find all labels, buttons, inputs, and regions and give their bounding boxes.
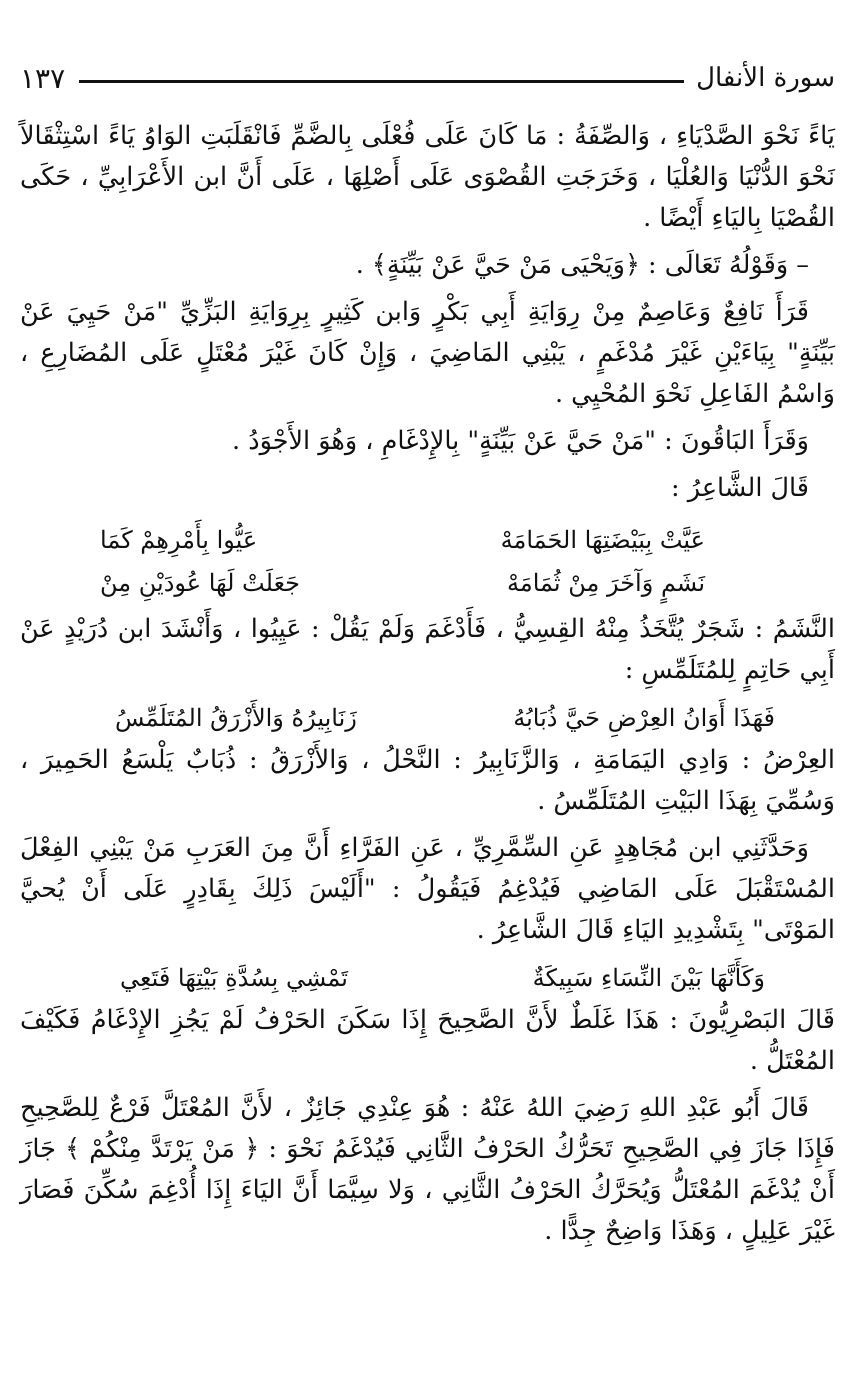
verse-second-hemistich: زَنَابِيرُهُ وَالأَزْرَقُ المُتَلَمِّسُ <box>115 704 357 732</box>
paragraph: قَالَ الشَّاعِرُ : <box>671 473 809 503</box>
paragraph: النَّشَمُ : شَجَرٌ يُتَّخَذُ مِنْهُ القِسِيُّ ، فَأَدْغَمَ وَلَمْ يَقُلْ : عَيِيُوا ، وَأَنْشَدَ ابن دُرَيْدٍ عَنْ أَبِي حَاتِمٍ لِلمُتَلَمِّسِ : <box>20 614 835 685</box>
paragraph: وَقَرَأَ البَاقُونَ : "مَنْ حَيَّ عَنْ بَيِّنَةٍ" بِالإِدْغَامِ ، وَهُوَ الأَجْوَدُ . <box>232 426 809 456</box>
verse-first-hemistich: فَهَذَا أَوَانُ العِرْضِ حَيَّ ذُبَابُهُ <box>513 704 775 732</box>
verse-second-hemistich: جَعَلَتْ لَهَا عُودَيْنِ مِنْ <box>100 569 300 597</box>
poem-verse <box>20 519 835 562</box>
poem-verse <box>20 562 835 605</box>
paragraph: يَاءً نَحْوَ الصَّدْيَاءِ ، وَالصِّفَةُ : مَا كَانَ عَلَى فُعْلَى بِالضَّمِّ فَانْقَلَبَتِ الوَاوُ يَاءً اسْتِثْقَالاً نَحْوَ الدُّنْيَا وَالعُلْيَا ، وَخَرَجَتِ القُصْوَى عَلَى أَصْلِهَا ، عَلَى أَنَّ ابن الأَعْرَابِيِّ ، حَكَى القُصْيَا بِاليَاءِ أَيْضًا . <box>20 121 835 233</box>
verse-first-hemistich: عَيَّتْ بِبَيْضَتِهَا الحَمَامَهْ <box>500 526 705 554</box>
paragraph: قَالَ أَبُو عَبْدِ اللهِ رَضِيَ اللهُ عَنْهُ : هُوَ عِنْدِي جَائِزٌ ، لأَنَّ المُعْتَلَّ فَرْعٌ لِلصَّحِيحِ فَإِذَا جَازَ فِي الصَّحِيحِ تَحَرُّكُ الحَرْفُ الثَّانِي فَيُدْغَمُ نَحْوَ : ﴿ مَنْ يَرْتَدَّ مِنْكُمْ ﴾ جَازَ أَنْ يُدْغَمَ المُعْتَلُّ وَيُحَرَّكُ الحَرْفُ الثَّانِي ، وَلا سِيَّمَا أَنَّ اليَاءَ إِذَا أُدْغِمَ سُكِّنَ فَصَارَ غَيْرَ عَلِيلٍ ، وَهَذَا وَاضِحٌ جِدًّا . <box>20 1093 835 1246</box>
page-body <box>20 116 835 1258</box>
paragraph: قَالَ البَصْرِيُّونَ : هَذَا غَلَطٌ لأَنَّ الصَّحِيحَ إِذَا سَكَنَ الحَرْفُ لَمْ يَجُزِ الإِدْغَامُ فَكَيْفَ المُعْتَلُّ . <box>20 1005 835 1076</box>
verse-second-hemistich: تَمْشِي بِسُدَّةِ بَيْتِهَا فَتَعِي <box>120 964 348 992</box>
page-number: ١٣٧ <box>20 61 66 95</box>
poem-verse <box>20 697 835 740</box>
book-page <box>20 0 835 1374</box>
page-header <box>20 58 835 98</box>
verse-first-hemistich: وَكَأَنَّهَا بَيْنَ النِّسَاءِ سَبِيكَةٌ <box>532 964 765 992</box>
paragraph: العِرْضُ : وَادِي اليَمَامَةِ ، وَالزَّنَابِيرُ : النَّحْلُ ، وَالأَزْرَقُ : ذُبَابٌ يَلْسَعُ الحَمِيرَ ، وَسُمِّيَ بِهَذَا البَيْتِ المُتَلَمِّسُ . <box>20 745 835 816</box>
quran-verse-line: – وَقَوْلُهُ تَعَالَى : ﴿وَيَحْيَى مَنْ حَيَّ عَنْ بَيِّنَةٍ﴾ . <box>355 250 809 280</box>
surah-title: سورة الأنفال <box>696 63 835 93</box>
verse-second-hemistich: عَيُّوا بِأَمْرِهِمْ كَمَا <box>100 526 258 554</box>
poem-verse <box>20 957 835 1000</box>
paragraph: قَرَأَ نَافِعٌ وَعَاصِمٌ مِنْ رِوَايَةِ أَبِي بَكْرٍ وَابن كَثِيرٍ بِرِوَايَةِ البَزِّيِّ "مَنْ حَيِيَ عَنْ بَيِّنَةٍ" بِيَاءَيْنِ غَيْرَ مُدْغَمٍ ، يَبْنِي المَاضِيَ ، وَإِنْ كَانَ غَيْرَ مُعْتَلٍ عَلَى المُضَارِعِ ، وَاسْمُ الفَاعِلِ نَحْوَ المُحْيِي . <box>20 297 835 409</box>
verse-first-hemistich: نَشَمٍ وَآخَرَ مِنْ ثُمَامَهْ <box>507 569 705 597</box>
header-rule <box>79 80 684 83</box>
paragraph: وَحَدَّثَنِي ابن مُجَاهِدٍ عَنِ السِّمَّرِيِّ ، عَنِ الفَرَّاءِ أَنَّ مِنَ العَرَبِ مَنْ يَبْنِي الفِعْلَ المُسْتَقْبَلَ عَلَى المَاضِي فَيُدْغِمُ فَيَقُولُ : "أَلَيْسَ ذَلِكَ بِقَادِرٍ عَلَى أَنْ يُحيَّ المَوْتَى" بِتَشْدِيدِ اليَاءِ قَالَ الشَّاعِرُ . <box>20 833 835 945</box>
